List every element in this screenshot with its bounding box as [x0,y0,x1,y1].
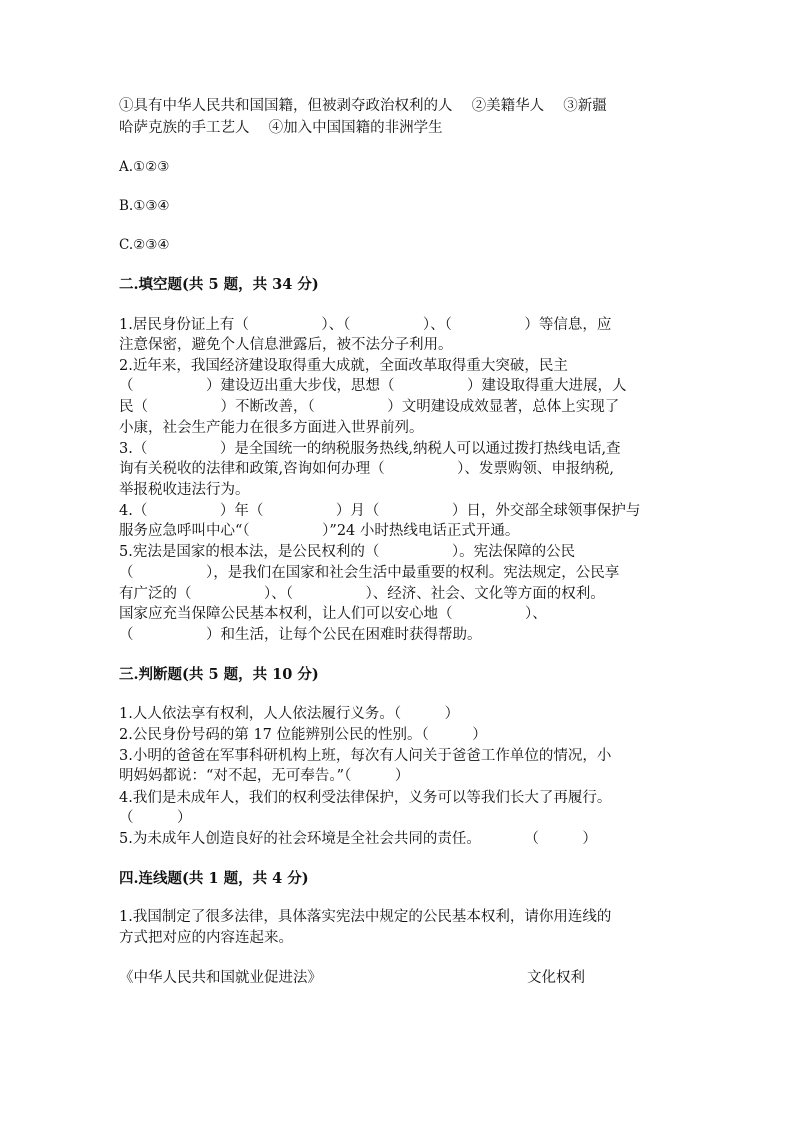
question-line: 注意保密，避免个人信息泄露后，被不法分子利用。 [119,337,453,353]
question-line: （ ），是我们在国家和社会生活中最重要的权利。宪法规定，公民享 [119,565,620,581]
question-line: （ ）和生活，让每个公民在困难时获得帮助。 [119,627,482,643]
question-line: 4.我们是未成年人，我们的权利受法律保护，义务可以等我们长大了再履行。 [119,790,612,806]
question-line: 明妈妈都说：“对不起，无可奉告。”（ ） [119,768,410,784]
question-line: 服务应急呼叫中心“（ ）”24 小时热线电话正式开通。 [119,523,520,539]
question-stem-line: 哈萨克族的手工艺人 ④加入中国国籍的非洲学生 [119,120,443,136]
option-b: B.①③④ [119,198,170,214]
question-line: 4.（ ）年（ ）月（ ）日，外交部全球领事保护与 [119,503,641,519]
question-line: 3.小明的爸爸在军事科研机构上班，每次有人问关于爸爸工作单位的情况，小 [119,748,612,764]
question-line: 询有关税收的法律和政策,咨询如何办理（ ）、发票购领、申报纳税, [119,461,614,477]
section-heading-true-false: 三.判断题(共 5 题，共 10 分) [119,666,319,683]
question-line: 方式把对应的内容连起来。 [119,930,293,946]
question-line: （ ） [119,810,192,826]
question-line: 举报税收违法行为。 [119,482,250,498]
question-line: 小康，社会生产能力在很多方面进入世界前列。 [119,420,424,436]
question-line: （ ）建设迈出重大步伐，思想（ ）建设取得重大进展，人 [119,378,627,394]
section-heading-matching: 四.连线题(共 1 题，共 4 分) [119,870,309,887]
match-left-item: 《中华人民共和国就业促进法》 [119,970,322,986]
match-right-item: 文化权利 [527,970,585,986]
question-line: 有广泛的（ ）、（ ）、经济、社会、文化等方面的权利。 [119,586,605,602]
question-line: 国家应充当保障公民基本权利，让人们可以安心地（ ）、 [119,606,547,622]
question-stem-line: ①具有中华人民共和国国籍，但被剥夺政治权利的人 ②美籍华人 ③新疆 [119,98,607,114]
question-line: 1.居民身份证上有（ ）、（ ）、（ ）等信息，应 [119,317,612,333]
question-line: 5.宪法是国家的根本法，是公民权利的（ ）。宪法保障的公民 [119,544,576,560]
question-line: 2.公民身份号码的第 17 位能辨别公民的性别。（ ） [119,727,487,743]
section-heading-fill-blank: 二.填空题(共 5 题，共 34 分) [119,276,319,293]
option-a: A.①②③ [119,159,170,175]
question-line: 5.为未成年人创造良好的社会环境是全社会共同的责任。 （ ） [119,831,597,847]
question-line: 3.（ ）是全国统一的纳税服务热线,纳税人可以通过拨打热线电话,查 [119,441,621,457]
option-c: C.②③④ [119,237,170,253]
question-line: 2.近年来，我国经济建设取得重大成就，全面改革取得重大突破，民主 [119,358,568,374]
question-line: 1.我国制定了很多法律，具体落实宪法中规定的公民基本权利，请你用连线的 [119,909,612,925]
question-line: 1.人人依法享有权利，人人依法履行义务。（ ） [119,706,460,722]
question-line: 民（ ）不断改善，（ ）文明建设成效显著，总体上实现了 [119,399,620,415]
